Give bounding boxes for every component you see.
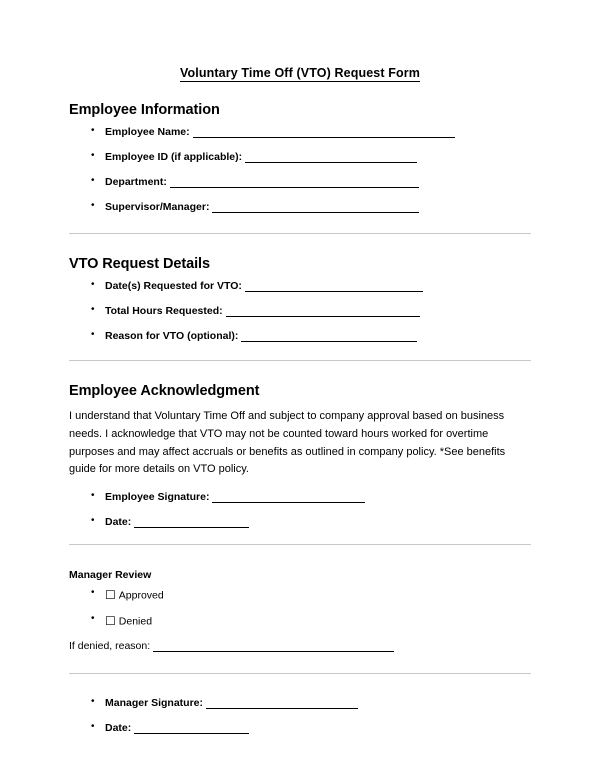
field-employee-date[interactable] — [69, 517, 531, 528]
blank-input-if-denied-reason[interactable] — [153, 642, 394, 652]
blank-input-manager-signature[interactable] — [206, 699, 358, 709]
acknowledgment-paragraph: I understand that Voluntary Time Off and subject to company approval based on business needs. I acknowledge that VTO may not be counted toward hours worked for overtime purposes and may affect accruals or benefits as outlined in company policy. *See benefits guide for more details on VTO policy. — [69, 410, 506, 476]
field-if-denied-reason[interactable] — [69, 641, 531, 652]
spacer — [69, 342, 531, 360]
field-employee-name[interactable] — [69, 127, 531, 138]
page-title-text: Voluntary Time Off (VTO) Request Form — [179, 66, 421, 80]
manager-signature-field-list — [69, 698, 531, 734]
blank-input-employee-id[interactable] — [245, 153, 417, 163]
field-manager-signature[interactable] — [69, 698, 531, 709]
spacer — [69, 627, 531, 641]
field-label: Supervisor/Manager: — [105, 201, 210, 213]
blank-input-employee-date[interactable] — [134, 518, 249, 528]
spacer — [69, 213, 531, 233]
field-label: Reason for VTO (optional): — [105, 330, 239, 342]
field-label: Total Hours Requested: — [105, 305, 223, 317]
spacer — [69, 528, 531, 544]
blank-input-supervisor-manager[interactable] — [212, 203, 419, 213]
blank-input-reason-for-vto[interactable] — [241, 332, 417, 342]
blank-input-employee-name[interactable] — [193, 128, 455, 138]
field-employee-id[interactable] — [69, 152, 531, 163]
option-denied[interactable] — [69, 615, 531, 627]
blank-input-department[interactable] — [170, 178, 419, 188]
checkbox-approved-icon[interactable]: ☐ — [105, 588, 116, 603]
field-label: Employee Name: — [105, 126, 190, 138]
section-heading-vto-request-details: VTO Request Details — [69, 256, 210, 272]
field-department[interactable] — [69, 177, 531, 188]
field-dates-requested[interactable] — [69, 281, 531, 292]
blank-input-employee-signature[interactable] — [212, 493, 365, 503]
field-label: Date(s) Requested for VTO: — [105, 280, 242, 292]
subsection-heading-manager-review: Manager Review — [69, 569, 152, 582]
spacer — [69, 234, 531, 256]
option-approved[interactable] — [69, 589, 531, 601]
field-supervisor-manager[interactable] — [69, 202, 531, 213]
page-title — [69, 0, 531, 80]
field-label: Manager Signature: — [105, 697, 204, 710]
blank-input-total-hours-requested[interactable] — [226, 307, 420, 317]
field-label: Date: — [105, 516, 132, 529]
employee-acknowledgment-field-list — [69, 492, 531, 528]
spacer — [69, 674, 531, 698]
field-employee-signature[interactable] — [69, 492, 531, 503]
employee-information-field-list — [69, 127, 531, 213]
option-label: Denied — [118, 615, 153, 628]
spacer — [69, 545, 531, 569]
field-label: Employee ID (if applicable): — [105, 151, 243, 163]
option-label: Approved — [118, 589, 164, 602]
spacer — [69, 361, 531, 383]
blank-input-manager-date[interactable] — [134, 724, 249, 734]
section-heading-employee-information: Employee Information — [69, 102, 220, 118]
field-total-hours-requested[interactable] — [69, 306, 531, 317]
blank-input-dates-requested[interactable] — [245, 282, 423, 292]
checkbox-denied-icon[interactable]: ☐ — [105, 614, 116, 629]
field-reason-for-vto[interactable] — [69, 331, 531, 342]
manager-review-option-list — [69, 589, 531, 627]
field-label: Date: — [105, 722, 132, 735]
field-label: Department: — [105, 176, 167, 188]
section-heading-employee-acknowledgment: Employee Acknowledgment — [69, 383, 260, 399]
field-label: Employee Signature: — [105, 491, 210, 504]
field-manager-date[interactable] — [69, 723, 531, 734]
vto-request-details-field-list — [69, 281, 531, 342]
spacer — [69, 652, 531, 673]
field-label: If denied, reason: — [69, 640, 151, 653]
